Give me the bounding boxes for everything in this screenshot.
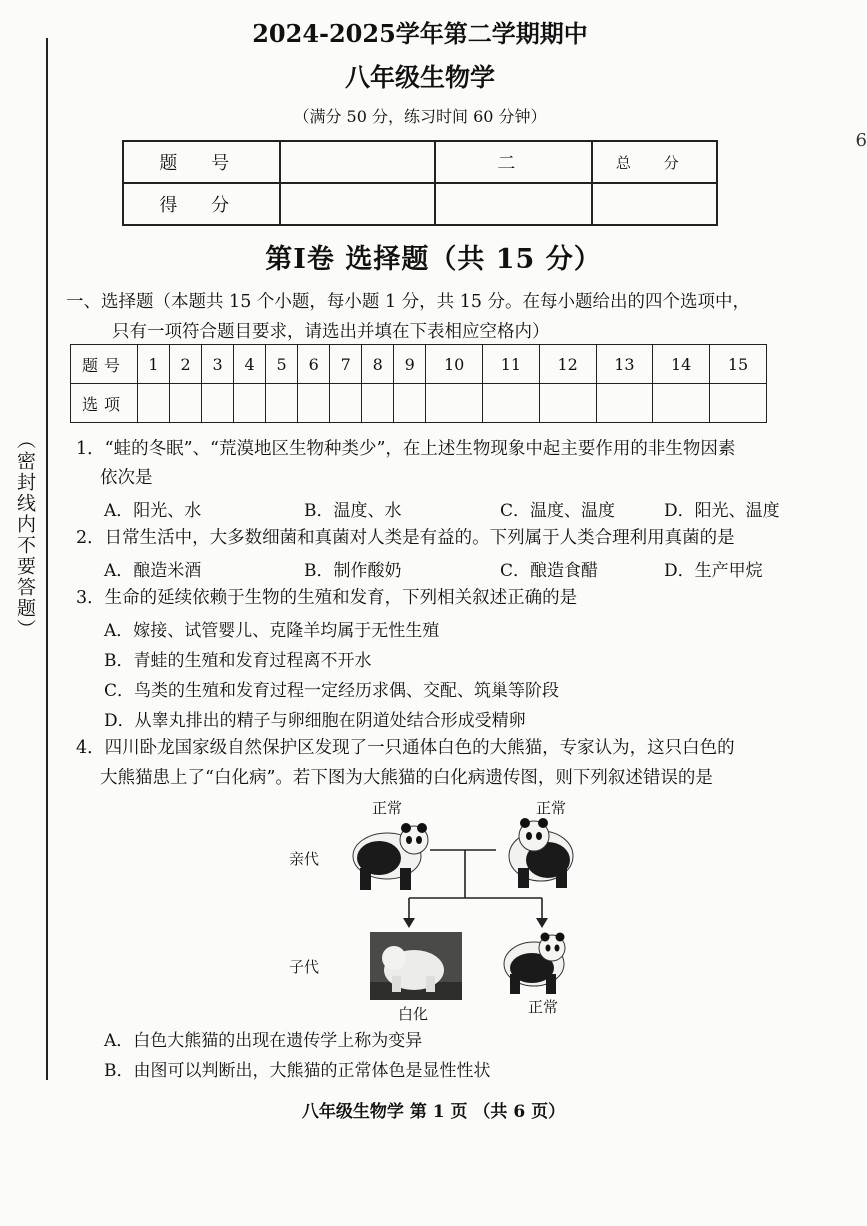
answer-blank-1[interactable] bbox=[138, 384, 170, 423]
answer-number-8: 8 bbox=[362, 345, 394, 384]
score-blank-total[interactable] bbox=[592, 183, 717, 225]
answer-number-1: 1 bbox=[138, 345, 170, 384]
answer-number-13: 13 bbox=[596, 345, 653, 384]
q3-option-a: A．嫁接、试管婴儿、克隆羊均属于无性生殖 bbox=[104, 621, 440, 641]
albino-panda-image bbox=[370, 932, 462, 1000]
exam-title: 2024-2025学年第二学期期中 bbox=[252, 19, 588, 48]
q2-stem: 2．日常生活中，大多数细菌和真菌对人类是有益的。下列属于人类合理利用真菌的是 bbox=[76, 528, 735, 548]
q1-stem-line2: 依次是 bbox=[100, 468, 153, 488]
score-row2-label: 得 分 bbox=[123, 183, 280, 225]
parent1-label: 正常 bbox=[372, 799, 403, 817]
answer-blank-7[interactable] bbox=[330, 384, 362, 423]
answer-number-14: 14 bbox=[653, 345, 710, 384]
score-table bbox=[122, 140, 718, 226]
q3-option-c: C．鸟类的生殖和发育过程一定经历求偶、交配、筑巢等阶段 bbox=[104, 681, 560, 701]
score-blank-2[interactable] bbox=[435, 183, 592, 225]
answer-option-header: 选项 bbox=[71, 384, 138, 423]
subject-title: 八年级生物学 bbox=[344, 63, 495, 92]
answer-number-9: 9 bbox=[394, 345, 426, 384]
answer-number-5: 5 bbox=[266, 345, 298, 384]
answer-table bbox=[70, 344, 767, 423]
q2-option-d: D．生产甲烷 bbox=[664, 561, 763, 581]
q3-stem: 3．生命的延续依赖于生物的生殖和发育，下列相关叙述正确的是 bbox=[76, 588, 578, 608]
answer-blank-10[interactable] bbox=[426, 384, 483, 423]
q3-option-b: B．青蛙的生殖和发育过程离不开水 bbox=[104, 651, 372, 671]
answer-blank-14[interactable] bbox=[653, 384, 710, 423]
answer-number-7: 7 bbox=[330, 345, 362, 384]
panda-parent2-image bbox=[509, 818, 573, 888]
exam-info: （满分 50 分，练习时间 60 分钟） bbox=[293, 107, 547, 126]
q2-option-b: B．制作酸奶 bbox=[304, 561, 402, 581]
section-title: 第Ⅰ卷 选择题（共 15 分） bbox=[265, 244, 602, 275]
score-row1-label: 题 号 bbox=[123, 141, 280, 183]
answer-blank-11[interactable] bbox=[483, 384, 540, 423]
q1-option-d: D．阳光、温度 bbox=[664, 501, 780, 521]
arrow-down-icon bbox=[403, 918, 415, 928]
answer-number-4: 4 bbox=[234, 345, 266, 384]
q2-option-c: C．酿造食醋 bbox=[500, 561, 599, 581]
answer-number-12: 12 bbox=[539, 345, 596, 384]
score-cell-part2: 二 bbox=[435, 141, 592, 183]
answer-number-10: 10 bbox=[426, 345, 483, 384]
edge-mark: 6 bbox=[855, 130, 867, 151]
answer-number-3: 3 bbox=[202, 345, 234, 384]
answer-blank-8[interactable] bbox=[362, 384, 394, 423]
panda-child2-image bbox=[504, 933, 565, 995]
answer-blank-4[interactable] bbox=[234, 384, 266, 423]
answer-blank-5[interactable] bbox=[266, 384, 298, 423]
binding-note: （密封线内不要答题） bbox=[14, 430, 36, 640]
q1-option-a: A．阳光、水 bbox=[104, 501, 202, 521]
q3-option-d: D．从睾丸排出的精子与卵细胞在阴道处结合形成受精卵 bbox=[104, 711, 526, 731]
pedigree-diagram bbox=[330, 810, 590, 1010]
parent-generation-label: 亲代 bbox=[289, 850, 320, 868]
answer-blank-2[interactable] bbox=[170, 384, 202, 423]
child2-label: 正常 bbox=[528, 998, 559, 1016]
q1-option-c: C．温度、温度 bbox=[500, 501, 616, 521]
q4-stem-line2: 大熊猫患上了“白化病”。若下图为大熊猫的白化病遗传图，则下列叙述错误的是 bbox=[100, 768, 713, 788]
panda-parent1-image bbox=[353, 823, 428, 890]
q4-option-a: A．白色大熊猫的出现在遗传学上称为变异 bbox=[104, 1031, 423, 1051]
answer-blank-12[interactable] bbox=[539, 384, 596, 423]
q1-option-b: B．温度、水 bbox=[304, 501, 402, 521]
arrow-down-icon bbox=[536, 918, 548, 928]
score-blank-1[interactable] bbox=[280, 183, 436, 225]
child1-label: 白化 bbox=[398, 1005, 429, 1023]
answer-blank-3[interactable] bbox=[202, 384, 234, 423]
answer-number-11: 11 bbox=[483, 345, 540, 384]
answer-blank-6[interactable] bbox=[298, 384, 330, 423]
instructions-line1: 一、选择题（本题共 15 个小题，每小题 1 分，共 15 分。在每小题给出的四个选项中， bbox=[66, 292, 751, 312]
answer-number-6: 6 bbox=[298, 345, 330, 384]
q4-stem-line1: 4．四川卧龙国家级自然保护区发现了一只通体白色的大熊猫，专家认为，这只白色的 bbox=[76, 738, 735, 758]
q2-option-a: A．酿造米酒 bbox=[104, 561, 202, 581]
page-footer: 八年级生物学 第 1 页 （共 6 页） bbox=[301, 1102, 566, 1122]
score-cell-total: 总 分 bbox=[592, 141, 717, 183]
answer-blank-9[interactable] bbox=[394, 384, 426, 423]
answer-number-2: 2 bbox=[170, 345, 202, 384]
parent2-label: 正常 bbox=[536, 799, 567, 817]
instructions-line2: 只有一项符合题目要求，请选出并填在下表相应空格内） bbox=[112, 322, 550, 342]
score-cell-part1 bbox=[280, 141, 436, 183]
answer-number-header: 题号 bbox=[71, 345, 138, 384]
child-generation-label: 子代 bbox=[289, 958, 320, 976]
q4-option-b: B．由图可以判断出，大熊猫的正常体色是显性性状 bbox=[104, 1061, 491, 1081]
q1-stem-line1: 1．“蛙的冬眠”、“荒漠地区生物种类少”，在上述生物现象中起主要作用的非生物因素 bbox=[76, 439, 736, 459]
binding-line bbox=[46, 38, 48, 1080]
answer-blank-15[interactable] bbox=[710, 384, 767, 423]
answer-blank-13[interactable] bbox=[596, 384, 653, 423]
answer-number-15: 15 bbox=[710, 345, 767, 384]
